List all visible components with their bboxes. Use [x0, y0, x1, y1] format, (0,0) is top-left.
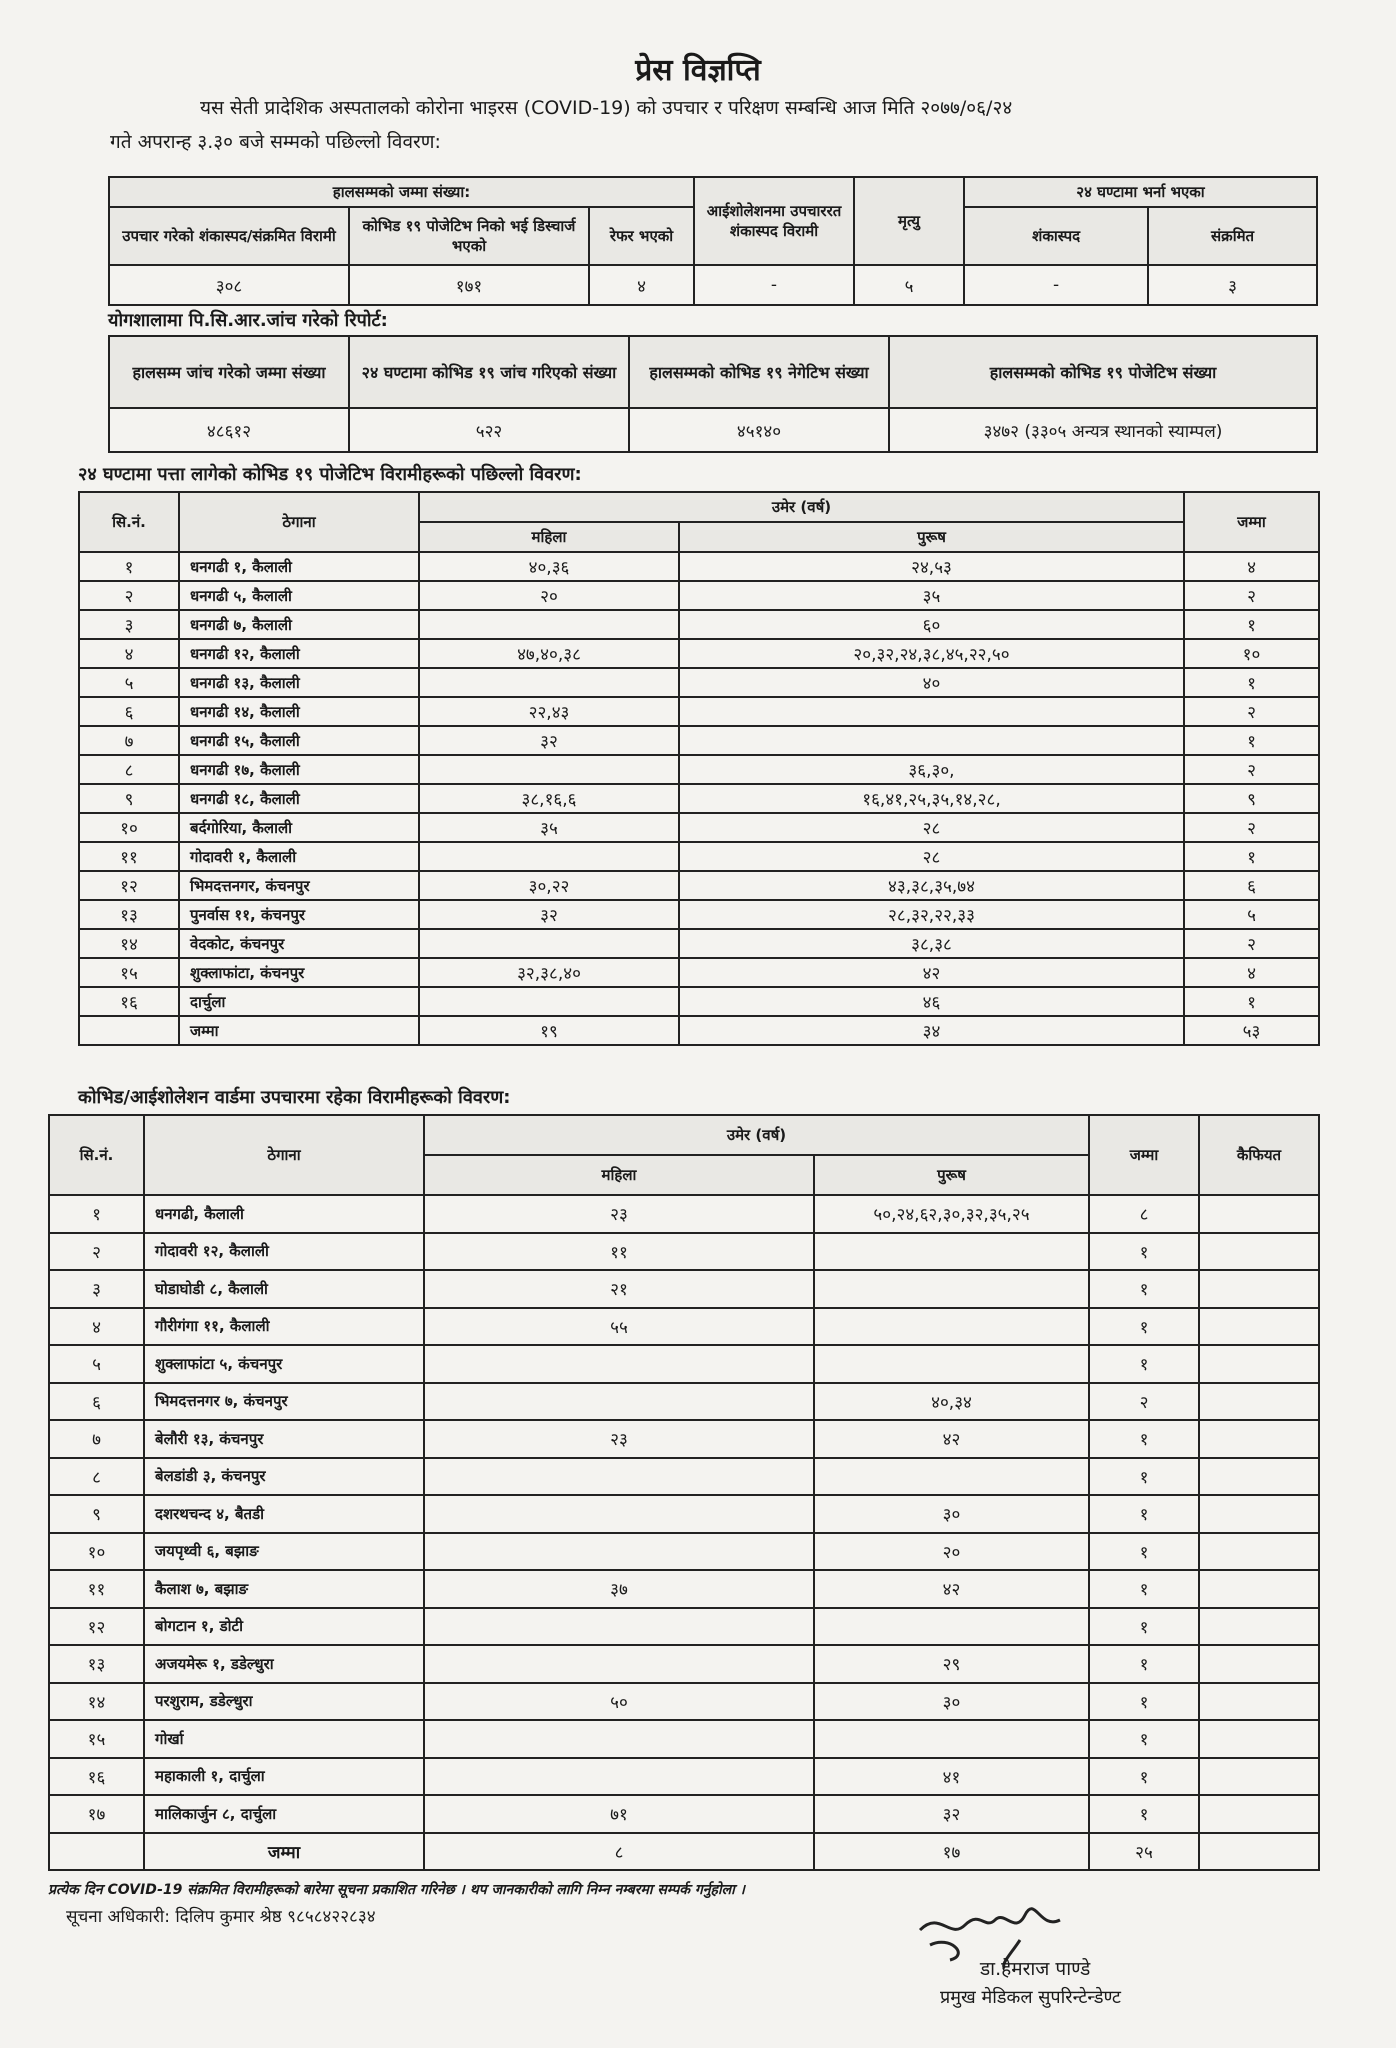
- cell-male-ages: [814, 1345, 1089, 1383]
- cell-remarks: [1199, 1608, 1319, 1646]
- cell-male-ages: [679, 726, 1184, 755]
- pos-header-female: महिला: [419, 522, 679, 552]
- table-row: [49, 1795, 1319, 1833]
- cell-sn: १०: [79, 813, 179, 842]
- cell-sn: ९: [79, 784, 179, 813]
- ward-header-remarks: कैफियत: [1199, 1115, 1319, 1195]
- table-row: [79, 581, 1319, 610]
- cell-total: १: [1089, 1308, 1199, 1346]
- cell-male-ages: ४०: [679, 668, 1184, 697]
- cell-address: भिमदत्तनगर, कंचनपुर: [179, 871, 419, 900]
- value-deaths: ५: [854, 265, 964, 305]
- cell-sn: ८: [49, 1458, 144, 1496]
- cell-sn: १६: [79, 987, 179, 1016]
- cell-female-ages: [424, 1608, 814, 1646]
- cell-female-ages: [424, 1383, 814, 1421]
- cell-male-ages: २८: [679, 842, 1184, 871]
- cell-total: १: [1089, 1495, 1199, 1533]
- cell-female-ages: ३०,२२: [419, 871, 679, 900]
- table-row: [49, 1608, 1319, 1646]
- cell-total: १: [1184, 987, 1319, 1016]
- cell-male-ages: २८: [679, 813, 1184, 842]
- cell-female-ages: ३२,३८,४०: [419, 958, 679, 987]
- cell-remarks: [1199, 1195, 1319, 1233]
- cell-female-ages: ३२: [419, 726, 679, 755]
- table-row: [49, 1495, 1319, 1533]
- cell-male-ages: ४१: [814, 1758, 1089, 1796]
- pcr-value-negative: ४५१४०: [629, 408, 889, 452]
- cell-remarks: [1199, 1758, 1319, 1796]
- grand-total: ५३: [1184, 1016, 1319, 1045]
- table-row: [49, 1420, 1319, 1458]
- cell-male-ages: २८,३२,२२,३३: [679, 900, 1184, 929]
- table-row: [49, 1720, 1319, 1758]
- cell-sn: १४: [49, 1683, 144, 1721]
- document-title: प्रेस विज्ञप्ति: [635, 53, 761, 88]
- ward-header-sn: सि.नं.: [49, 1115, 144, 1195]
- cell-address: कैलाश ७, बझाङ: [144, 1570, 424, 1608]
- total-female: १९: [419, 1016, 679, 1045]
- signer-title: प्रमुख मेडिकल सुपरिन्टेन्डेण्ट: [940, 1987, 1121, 2008]
- table-row: [49, 1233, 1319, 1271]
- table-row: [79, 755, 1319, 784]
- table-row: [79, 639, 1319, 668]
- cell-female-ages: २१: [424, 1270, 814, 1308]
- pcr-value-total-tested: ४८६१२: [109, 408, 349, 452]
- intro-line-2: गते अपरान्ह ३.३० बजे सम्मको पछिल्लो विवरण:: [110, 131, 441, 153]
- header-infected: संक्रमित: [1148, 207, 1317, 265]
- header-24h-group: २४ घण्टामा भर्ना भएका: [964, 177, 1317, 207]
- cell-sn: ४: [79, 639, 179, 668]
- cell-male-ages: ३०: [814, 1495, 1089, 1533]
- value-referred: ४: [589, 265, 694, 305]
- cell-sn: ११: [49, 1570, 144, 1608]
- positive-patients-table: [78, 491, 1320, 1046]
- cell-male-ages: २०: [814, 1533, 1089, 1571]
- cell-male-ages: ३२: [814, 1795, 1089, 1833]
- cell-female-ages: [424, 1645, 814, 1683]
- value-isolation: -: [694, 265, 854, 305]
- cell-total: १: [1089, 1233, 1199, 1271]
- cell-sn: ३: [79, 610, 179, 639]
- cell-address: गौरीगंगा ११, कैलाली: [144, 1308, 424, 1346]
- cell-female-ages: [419, 755, 679, 784]
- cell-total: १: [1184, 668, 1319, 697]
- table-row: [49, 1308, 1319, 1346]
- cell-address: गोदावरी १२, कैलाली: [144, 1233, 424, 1271]
- table-row: [49, 1345, 1319, 1383]
- cell-total: २: [1184, 697, 1319, 726]
- pcr-section-title: योगशालामा पि.सि.आर.जांच गरेको रिपोर्ट:: [108, 310, 388, 331]
- cell-total: २: [1184, 813, 1319, 842]
- cell-female-ages: ५५: [424, 1308, 814, 1346]
- cell-address: दशरथचन्द ४, बैतडी: [144, 1495, 424, 1533]
- cell-female-ages: [424, 1458, 814, 1496]
- cell-female-ages: ३७: [424, 1570, 814, 1608]
- ward-section-title: कोभिड/आईशोलेशन वार्डमा उपचारमा रहेका विरामीहरूको विवरण:: [78, 1087, 511, 1108]
- cell-total: २: [1089, 1383, 1199, 1421]
- total-male: १७: [814, 1833, 1089, 1871]
- cell-female-ages: २३: [424, 1195, 814, 1233]
- pcr-header-positive: हालसम्मको कोभिड १९ पोजेटिभ संख्या: [889, 336, 1317, 408]
- cell-address: घोडाघोडी ८, कैलाली: [144, 1270, 424, 1308]
- table-row: [79, 987, 1319, 1016]
- cell-female-ages: ३८,१६,६: [419, 784, 679, 813]
- table-row: [79, 697, 1319, 726]
- pos-header-address: ठेगाना: [179, 492, 419, 552]
- footnote: प्रत्येक दिन COVID-19 संक्रमित विरामीहरूको बारेमा सूचना प्रकाशित गरिनेछ । थप जानकारीको लागि निम्न नम्बरमा सम्पर्क गर्नुहोला ।: [48, 1882, 745, 1898]
- summary-values-row: [109, 265, 1317, 305]
- cell-sn: १३: [79, 900, 179, 929]
- cell-male-ages: [814, 1720, 1089, 1758]
- pos-header-total: जम्मा: [1184, 492, 1319, 552]
- cell-address: दार्चुला: [179, 987, 419, 1016]
- cell-male-ages: [814, 1308, 1089, 1346]
- cell-total: १: [1089, 1458, 1199, 1496]
- cell-address: भिमदत्तनगर ७, कंचनपुर: [144, 1383, 424, 1421]
- cell-remarks: [1199, 1645, 1319, 1683]
- cell-address: अजयमेरू १, डडेल्धुरा: [144, 1645, 424, 1683]
- header-total-group: हालसम्मको जम्मा संख्या:: [109, 177, 694, 207]
- cell-sn: १: [49, 1195, 144, 1233]
- cell-remarks: [1199, 1308, 1319, 1346]
- table-row: [79, 871, 1319, 900]
- table-row: [49, 1645, 1319, 1683]
- cell-remarks: [1199, 1683, 1319, 1721]
- cell-address: धनगढी १५, कैलाली: [179, 726, 419, 755]
- cell-female-ages: २३: [424, 1420, 814, 1458]
- cell-male-ages: ३६,३०,: [679, 755, 1184, 784]
- cell-total: १: [1089, 1795, 1199, 1833]
- cell-address: बेलडांडी ३, कंचनपुर: [144, 1458, 424, 1496]
- table-row: [49, 1758, 1319, 1796]
- cell-female-ages: [424, 1533, 814, 1571]
- cell-female-ages: [424, 1720, 814, 1758]
- ward-header-total: जम्मा: [1089, 1115, 1199, 1195]
- header-deaths: मृत्यु: [854, 177, 964, 265]
- cell-address: बेलौरी १३, कंचनपुर: [144, 1420, 424, 1458]
- table-row: [79, 610, 1319, 639]
- cell-remarks: [1199, 1833, 1319, 1871]
- cell-total: १: [1184, 726, 1319, 755]
- table-row: [49, 1533, 1319, 1571]
- cell-female-ages: ३५: [419, 813, 679, 842]
- pcr-table: [108, 335, 1318, 453]
- pcr-header-negative: हालसम्मको कोभिड १९ नेगेटिभ संख्या: [629, 336, 889, 408]
- cell-male-ages: [814, 1270, 1089, 1308]
- cell-remarks: [1199, 1720, 1319, 1758]
- cell-female-ages: ४७,४०,३८: [419, 639, 679, 668]
- positive-section-title: २४ घण्टामा पत्ता लागेको कोभिड १९ पोजेटिभ विरामीहरूको पछिल्लो विवरण:: [78, 464, 582, 485]
- cell-female-ages: ७१: [424, 1795, 814, 1833]
- cell-sn: १५: [49, 1720, 144, 1758]
- cell-male-ages: ४२: [814, 1420, 1089, 1458]
- cell-address: जयपृथ्वी ६, बझाङ: [144, 1533, 424, 1571]
- table-row: [49, 1195, 1319, 1233]
- header-isolation: आईशोलेशनमा उपचाररत शंकास्पद विरामी: [694, 177, 854, 265]
- cell-total: ८: [1089, 1195, 1199, 1233]
- pos-header-male: पुरूष: [679, 522, 1184, 552]
- cell-sn: ६: [79, 697, 179, 726]
- cell-female-ages: ५०: [424, 1683, 814, 1721]
- cell-total: १: [1184, 610, 1319, 639]
- cell-address: बर्दगोरिया, कैलाली: [179, 813, 419, 842]
- cell-sn: १६: [49, 1758, 144, 1796]
- cell-sn: १५: [79, 958, 179, 987]
- cell-address: धनगढी ५, कैलाली: [179, 581, 419, 610]
- cell-female-ages: २२,४३: [419, 697, 679, 726]
- cell-total: १: [1089, 1608, 1199, 1646]
- cell-address: बोगटान १, डोटी: [144, 1608, 424, 1646]
- cell-male-ages: ४६: [679, 987, 1184, 1016]
- cell-sn: १२: [79, 871, 179, 900]
- cell-female-ages: ३२: [419, 900, 679, 929]
- table-row: [79, 929, 1319, 958]
- cell-remarks: [1199, 1570, 1319, 1608]
- cell-total: २: [1184, 929, 1319, 958]
- cell-male-ages: ६०: [679, 610, 1184, 639]
- cell-male-ages: ५०,२४,६२,३०,३२,३५,२५: [814, 1195, 1089, 1233]
- cell-remarks: [1199, 1345, 1319, 1383]
- cell-total: ६: [1184, 871, 1319, 900]
- cell-sn: २: [49, 1233, 144, 1271]
- cell-female-ages: [419, 842, 679, 871]
- header-referred: रेफर भएको: [589, 207, 694, 265]
- cell-sn: [79, 1016, 179, 1045]
- table-row: [79, 726, 1319, 755]
- table-row: [79, 552, 1319, 581]
- cell-sn: ५: [49, 1345, 144, 1383]
- cell-male-ages: २९: [814, 1645, 1089, 1683]
- table-row: [49, 1458, 1319, 1496]
- total-female: ८: [424, 1833, 814, 1871]
- cell-sn: ९: [49, 1495, 144, 1533]
- cell-address: धनगढी, कैलाली: [144, 1195, 424, 1233]
- cell-remarks: [1199, 1233, 1319, 1271]
- ward-header-female: महिला: [424, 1155, 814, 1195]
- cell-sn: ६: [49, 1383, 144, 1421]
- pcr-header-24h-tested: २४ घण्टामा कोभिड १९ जांच गरिएको संख्या: [349, 336, 629, 408]
- table-row: [49, 1383, 1319, 1421]
- signer-name: डा.हेमराज पाण्डे: [980, 1958, 1091, 1980]
- cell-address: पुनर्वास ११, कंचनपुर: [179, 900, 419, 929]
- intro-line-1: यस सेती प्रादेशिक अस्पतालको कोरोना भाइरस (COVID-19) को उपचार र परिक्षण सम्बन्धि आज मिति २०७७/०६/२४: [200, 97, 1013, 119]
- cell-sn: ८: [79, 755, 179, 784]
- pcr-value-positive: ३४७२ (३३०५ अन्यत्र स्थानको स्याम्पल): [889, 408, 1317, 452]
- total-row: [79, 1016, 1319, 1045]
- table-row: [79, 668, 1319, 697]
- cell-male-ages: ३०: [814, 1683, 1089, 1721]
- table-row: [49, 1270, 1319, 1308]
- value-discharged: १७१: [349, 265, 589, 305]
- ward-header-male: पुरूष: [814, 1155, 1089, 1195]
- cell-address: शुक्लाफांटा ५, कंचनपुर: [144, 1345, 424, 1383]
- cell-female-ages: [419, 929, 679, 958]
- cell-remarks: [1199, 1458, 1319, 1496]
- cell-male-ages: [814, 1608, 1089, 1646]
- cell-sn: १०: [49, 1533, 144, 1571]
- pos-header-age: उमेर (वर्ष): [419, 492, 1184, 522]
- cell-total: ४: [1184, 958, 1319, 987]
- table-row: [79, 842, 1319, 871]
- cell-sn: १: [79, 552, 179, 581]
- header-suspected: शंकास्पद: [964, 207, 1148, 265]
- cell-address: धनगढी १३, कैलाली: [179, 668, 419, 697]
- cell-female-ages: २०: [419, 581, 679, 610]
- cell-address: धनगढी १७, कैलाली: [179, 755, 419, 784]
- cell-male-ages: २४,५३: [679, 552, 1184, 581]
- cell-address: धनगढी ७, कैलाली: [179, 610, 419, 639]
- cell-remarks: [1199, 1420, 1319, 1458]
- table-row: [79, 900, 1319, 929]
- cell-male-ages: ४३,३८,३५,७४: [679, 871, 1184, 900]
- cell-male-ages: १६,४१,२५,३५,१४,२८,: [679, 784, 1184, 813]
- cell-address: गोदावरी १, कैलाली: [179, 842, 419, 871]
- total-male: ३४: [679, 1016, 1184, 1045]
- cell-sn: ११: [79, 842, 179, 871]
- cell-total: १: [1089, 1345, 1199, 1383]
- cell-male-ages: ३८,३८: [679, 929, 1184, 958]
- cell-total: ९: [1184, 784, 1319, 813]
- cell-total: १: [1089, 1758, 1199, 1796]
- cell-male-ages: [814, 1233, 1089, 1271]
- cell-address: धनगढी १८, कैलाली: [179, 784, 419, 813]
- header-treated: उपचार गरेको शंकास्पद/संक्रमित विरामी: [109, 207, 349, 265]
- header-discharged: कोभिड १९ पोजेटिभ निको भई डिस्चार्ज भएको: [349, 207, 589, 265]
- cell-sn: ७: [79, 726, 179, 755]
- cell-address: धनगढी १२, कैलाली: [179, 639, 419, 668]
- cell-female-ages: [419, 987, 679, 1016]
- cell-female-ages: [419, 610, 679, 639]
- table-row: [49, 1683, 1319, 1721]
- pos-header-sn: सि.नं.: [79, 492, 179, 552]
- pcr-value-24h-tested: ५२२: [349, 408, 629, 452]
- cell-male-ages: [679, 697, 1184, 726]
- cell-address: महाकाली १, दार्चुला: [144, 1758, 424, 1796]
- grand-total: २५: [1089, 1833, 1199, 1871]
- ward-patients-table: [48, 1114, 1320, 1871]
- cell-remarks: [1199, 1533, 1319, 1571]
- cell-female-ages: [424, 1758, 814, 1796]
- cell-remarks: [1199, 1383, 1319, 1421]
- value-infected: ३: [1148, 265, 1317, 305]
- cell-total: १: [1089, 1645, 1199, 1683]
- pcr-header-total-tested: हालसम्म जांच गरेको जम्मा संख्या: [109, 336, 349, 408]
- cell-sn: १४: [79, 929, 179, 958]
- cell-address: शुक्लाफांटा, कंचनपुर: [179, 958, 419, 987]
- cell-total: २: [1184, 755, 1319, 784]
- total-label: जम्मा: [179, 1016, 419, 1045]
- cell-sn: २: [79, 581, 179, 610]
- cell-sn: ७: [49, 1420, 144, 1458]
- table-row: [79, 813, 1319, 842]
- cell-sn: ४: [49, 1308, 144, 1346]
- cell-sn: ३: [49, 1270, 144, 1308]
- cell-male-ages: ४२: [679, 958, 1184, 987]
- cell-remarks: [1199, 1795, 1319, 1833]
- cell-male-ages: ३५: [679, 581, 1184, 610]
- cell-total: १: [1089, 1270, 1199, 1308]
- cell-sn: [49, 1833, 144, 1871]
- cell-total: ४: [1184, 552, 1319, 581]
- cell-total: १: [1089, 1420, 1199, 1458]
- cell-total: १: [1089, 1570, 1199, 1608]
- ward-header-address: ठेगाना: [144, 1115, 424, 1195]
- cell-remarks: [1199, 1495, 1319, 1533]
- cell-total: १०: [1184, 639, 1319, 668]
- cell-male-ages: २०,३२,२४,३८,४५,२२,५०: [679, 639, 1184, 668]
- cell-total: १: [1184, 842, 1319, 871]
- cell-address: वेदकोट, कंचनपुर: [179, 929, 419, 958]
- cell-address: धनगढी १४, कैलाली: [179, 697, 419, 726]
- cell-female-ages: ४०,३६: [419, 552, 679, 581]
- cell-male-ages: [814, 1458, 1089, 1496]
- cell-total: ५: [1184, 900, 1319, 929]
- summary-table: [108, 176, 1318, 306]
- cell-total: १: [1089, 1720, 1199, 1758]
- cell-female-ages: [424, 1345, 814, 1383]
- cell-male-ages: ४२: [814, 1570, 1089, 1608]
- cell-address: गोर्खा: [144, 1720, 424, 1758]
- information-officer: सूचना अधिकारी: दिलिप कुमार श्रेष्ठ ९८५८४२२८३४: [66, 1907, 376, 1927]
- cell-female-ages: [419, 668, 679, 697]
- cell-address: परशुराम, डडेल्धुरा: [144, 1683, 424, 1721]
- cell-sn: १३: [49, 1645, 144, 1683]
- ward-header-age: उमेर (वर्ष): [424, 1115, 1089, 1155]
- cell-male-ages: ४०,३४: [814, 1383, 1089, 1421]
- cell-total: २: [1184, 581, 1319, 610]
- cell-sn: १२: [49, 1608, 144, 1646]
- table-row: [79, 958, 1319, 987]
- cell-female-ages: ११: [424, 1233, 814, 1271]
- cell-sn: ५: [79, 668, 179, 697]
- total-row: [49, 1833, 1319, 1871]
- value-treated: ३०८: [109, 265, 349, 305]
- cell-total: १: [1089, 1533, 1199, 1571]
- cell-address: मालिकार्जुन ८, दार्चुला: [144, 1795, 424, 1833]
- cell-female-ages: [424, 1495, 814, 1533]
- cell-sn: १७: [49, 1795, 144, 1833]
- cell-address: धनगढी १, कैलाली: [179, 552, 419, 581]
- cell-total: १: [1089, 1683, 1199, 1721]
- value-suspected: -: [964, 265, 1148, 305]
- table-row: [79, 784, 1319, 813]
- table-row: [49, 1570, 1319, 1608]
- cell-remarks: [1199, 1270, 1319, 1308]
- total-label: जम्मा: [144, 1833, 424, 1871]
